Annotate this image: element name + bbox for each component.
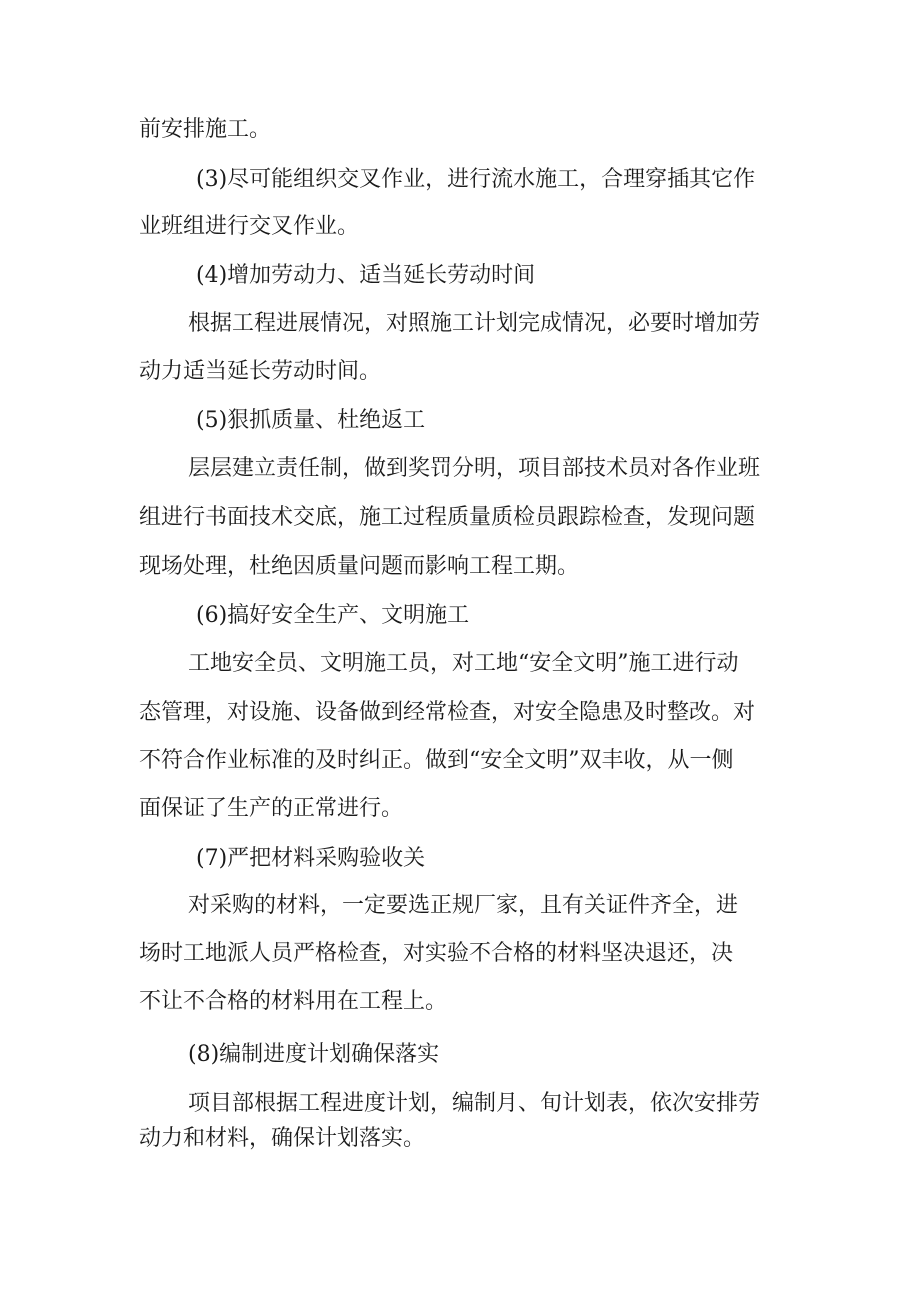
text-line: 业班组进行交叉作业。 <box>139 214 360 239</box>
paragraph-first-line: 根据工程进展情况，对照施工计划完成情况，必要时增加劳 <box>188 311 761 336</box>
text-line: 动力和材料，确保计划落实。 <box>139 1126 426 1151</box>
text-line: 态管理，对设施、设备做到经常检查，对安全隐患及时整改。对 <box>139 700 756 725</box>
paragraph-first-line: 工地安全员、文明施工员，对工地“安全文明”施工进行动 <box>188 651 739 676</box>
text-line: 面保证了生产的正常进行。 <box>139 796 404 821</box>
text-line: 场时工地派人员严格检查，对实验不合格的材料坚决退还，决 <box>139 941 734 966</box>
section-heading: (8)编制进度计划确保落实 <box>188 1042 440 1067</box>
paragraph-first-line: 对采购的材料，一定要选正规厂家，且有关证件齐全，进 <box>188 893 739 918</box>
section-heading: (5)狠抓质量、杜绝返工 <box>196 408 426 433</box>
text-line: 不符合作业标准的及时纠正。做到“安全文明”双丰收，从一侧 <box>139 748 734 773</box>
text-line: 前安排施工。 <box>139 117 272 142</box>
text-line: 组进行书面技术交底，施工过程质量质检员跟踪检查，发现问题 <box>139 505 756 530</box>
paragraph-first-line: 层层建立责任制，做到奖罚分明，项目部技术员对各作业班 <box>188 456 761 481</box>
text-line: 动力适当延长劳动时间。 <box>139 359 382 384</box>
section-heading: (6)搞好安全生产、文明施工 <box>196 603 470 628</box>
section-heading: (4)增加劳动力、适当延长劳动时间 <box>196 263 536 288</box>
text-line: 不让不合格的材料用在工程上。 <box>139 989 448 1014</box>
section-heading: (3)尽可能组织交叉作业，进行流水施工，合理穿插其它作 <box>196 167 756 192</box>
section-heading: (7)严把材料采购验收关 <box>196 846 426 871</box>
paragraph-first-line: 项目部根据工程进度计划，编制月、旬计划表，依次安排劳 <box>188 1091 761 1116</box>
text-line: 现场处理，杜绝因质量问题而影响工程工期。 <box>139 554 580 579</box>
